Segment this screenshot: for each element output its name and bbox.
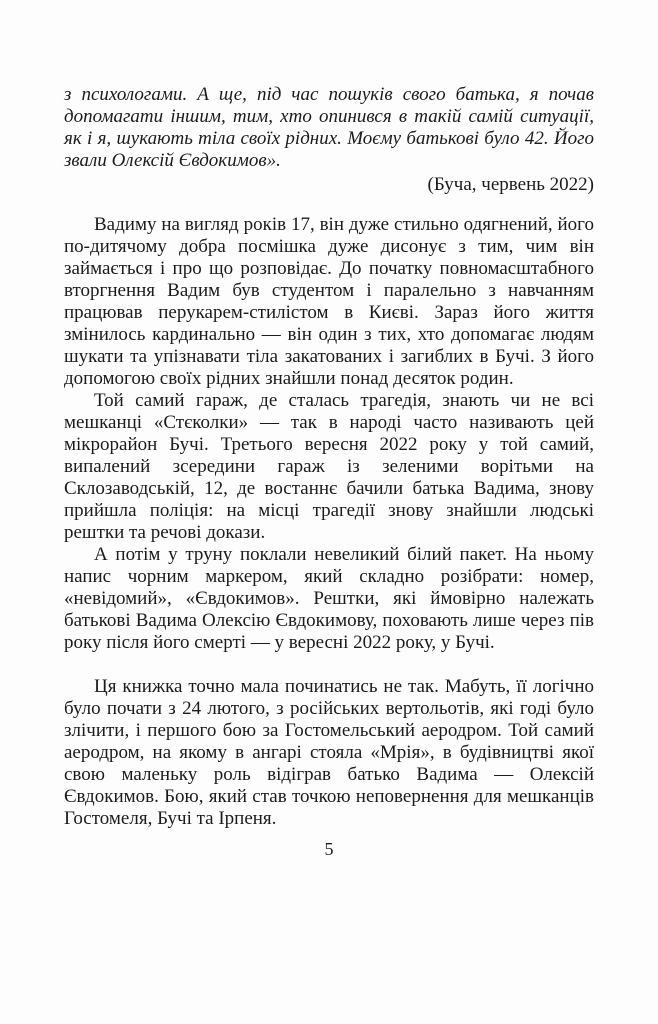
page-number: 5: [324, 839, 334, 859]
paragraph: Той самий гараж, де сталась трагедія, знають чи не всі мешканці «Стєколки» — так в народі часто називають цей мікрорайон Бучі. Третього вересня 2022 року у той самий, випалений зсередини гараж із зеленими ворітьми на Склозаводській, 12, де востаннє бачили батька Вадима, знову прийшла поліція: на місці трагедії знову знайшли людські рештки та речові докази.: [64, 390, 594, 543]
paragraph: А потім у труну поклали невеликий білий пакет. На ньому напис чорним маркером, який складно розібрати: номер, «невідомий», «Євдокимов». Рештки, які ймовірно належать батькові Вадима Олексію Євдокимову, поховають лише через пів року після його смерті — у вересні 2022 року, у Бучі.: [64, 544, 594, 653]
quote-attribution: (Буча, червень 2022): [427, 174, 594, 195]
paragraph: Вадиму на вигляд років 17, він дуже стильно одягнений, його по-дитячому добра посмішка дуже дисонує з тим, чим він займається і про що розповідає. До початку повномасштабного вторгнення Вадим був студентом і паралельно з навчанням працював перукарем-стилістом в Києві. Зараз його життя змінилось кардинально — він один з тих, хто допомагає людям шукати та упізнавати тіла закатованих і загиблих в Бучі. З його допомогою своїх рідних знайшли понад десяток родин.: [64, 214, 594, 389]
paragraph: Ця книжка точно мала починатись не так. Мабуть, її логічно було почати з 24 лютого, з російських вертольотів, які годі було злічити, і першого бою за Гостомельський аеродром. Той самий аеродром, на якому в ангарі стояла «Мрія», в будівництві якої свою маленьку роль відіграв батько Вадима — Олексій Євдокимов. Бою, який став точкою неповернення для мешканців Гостомеля, Бучі та Ірпеня.: [64, 676, 594, 829]
quote-continuation-text: з психологами. А ще, під час пошуків свого батька, я почав допомагати іншим, тим, хто опинився в такій самій ситуації, як і я, шукають тіла своїх рідних. Моєму батькові було 42. Його звали Олексій Євдокимов».: [64, 84, 594, 171]
